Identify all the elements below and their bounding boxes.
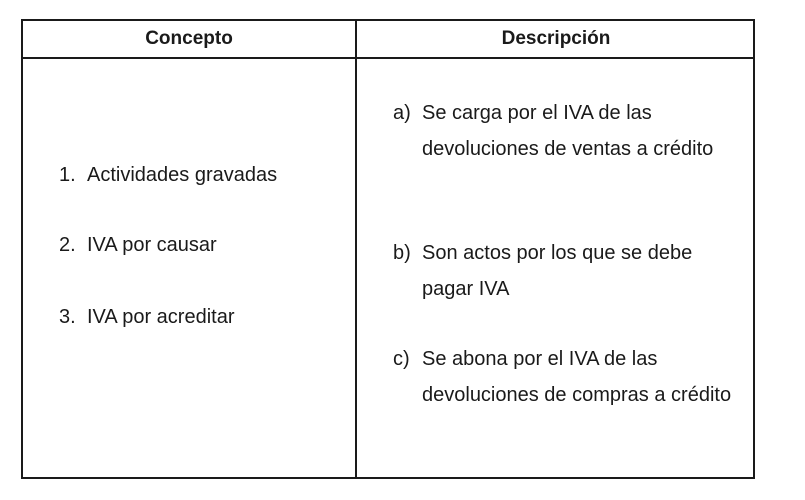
header-concepto: Concepto xyxy=(145,28,233,49)
description-text: Se abona por el IVA de las devoluciones de compras a crédito xyxy=(422,348,732,406)
description-letter: c) xyxy=(393,348,410,370)
concept-label: Actividades gravadas xyxy=(87,164,278,186)
description-text: Son actos por los que se debe pagar IVA xyxy=(422,242,693,300)
concept-label: IVA por acreditar xyxy=(87,306,235,328)
concept-item xyxy=(59,306,234,329)
description-letter: a) xyxy=(393,102,411,124)
matching-table xyxy=(21,19,755,479)
column-divider xyxy=(355,21,357,477)
concept-item xyxy=(59,234,217,257)
concept-item xyxy=(59,164,277,187)
header-divider xyxy=(23,57,753,59)
concept-number: 2. xyxy=(59,234,76,256)
description-text: Se carga por el IVA de las devoluciones de ventas a crédito xyxy=(422,102,714,160)
concept-number: 3. xyxy=(59,306,76,328)
concept-label: IVA por causar xyxy=(87,234,217,256)
concept-number: 1. xyxy=(59,164,76,186)
description-letter: b) xyxy=(393,242,411,264)
header-descripcion: Descripción xyxy=(501,28,611,49)
